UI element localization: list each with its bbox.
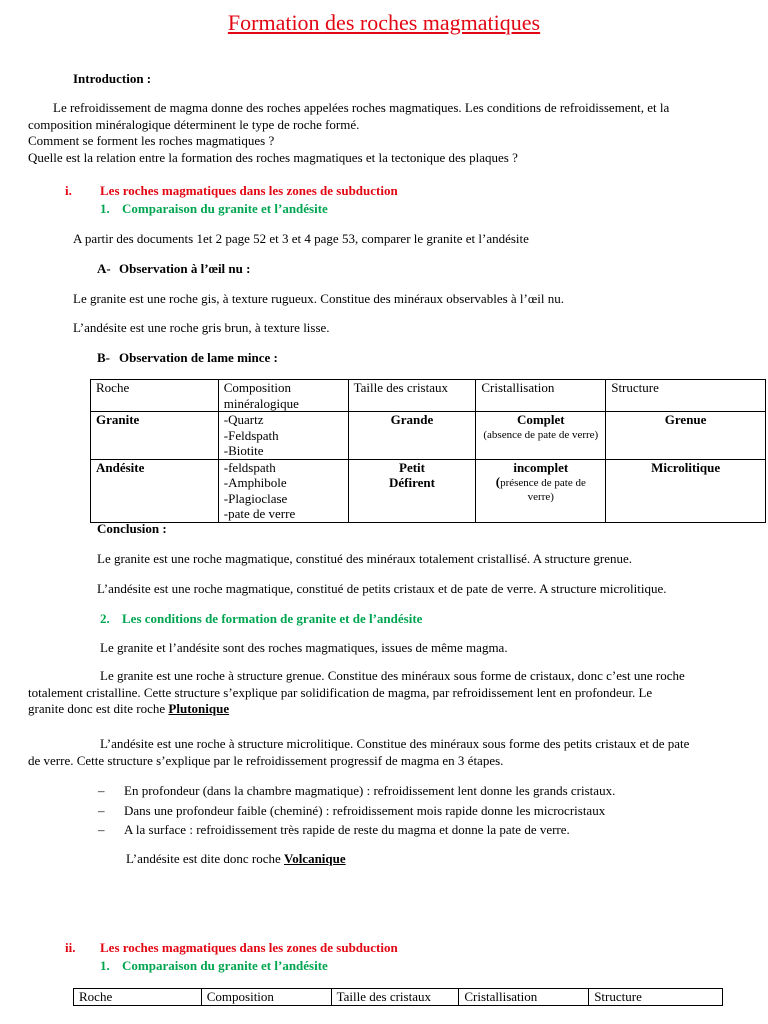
table-header: Roche	[74, 989, 202, 1006]
size-value: Petit	[399, 459, 425, 475]
table-cell-crystallization	[476, 412, 606, 460]
paragraph-line: Le granite est une roche à structure grenue. Constitue des minéraux sous forme de cristaux, donc c’est une roche	[100, 668, 685, 683]
table-cell-size: Grande	[348, 412, 476, 460]
intro-paragraph	[28, 100, 669, 166]
bullet-list	[98, 781, 616, 840]
paragraph-andesite	[28, 736, 689, 769]
comparison-table-2	[73, 988, 723, 1006]
subsection-heading: Comparaison du granite et l’andésite	[122, 201, 328, 216]
part-label: B-	[97, 350, 110, 365]
subsection-heading: Comparaison du granite et l’andésite	[122, 958, 328, 973]
intro-question: Quelle est la relation entre la formation des roches magmatiques et la tectonique des plaques ?	[28, 149, 518, 165]
mineral: -Feldspath	[223, 427, 279, 443]
dash-bullet: –	[98, 783, 105, 798]
table-cell-rock: Andésite	[91, 459, 219, 522]
table-header-row	[91, 380, 766, 412]
section-heading: Les roches magmatiques dans les zones de subduction	[100, 940, 398, 955]
intro-question: Comment se forment les roches magmatiques ?	[28, 133, 275, 148]
section-number: ii.	[65, 940, 76, 955]
paragraph-line: L’andésite est une roche à structure microlitique. Constitue des minéraux sous forme des petits cristaux et de pate	[100, 736, 690, 751]
paragraph-line: totalement cristalline. Cette structure s’explique par solidification de magma, par refroidissement lent en profondeur. Le	[28, 684, 653, 700]
dash-bullet: –	[98, 802, 105, 818]
instruction-text: A partir des documents 1et 2 page 52 et 3 et 4 page 53, comparer le granite et l’andésite	[73, 231, 529, 246]
list-item-text: A la surface : refroidissement très rapide de reste du magma et donne la pate de verre.	[124, 822, 570, 837]
table-cell-structure: Grenue	[606, 412, 766, 460]
list-item	[98, 820, 615, 840]
conclusion-text: L’andésite est une roche magmatique, constitué de petits cristaux et de pate de verre. A structure microlitique.	[97, 581, 667, 596]
table-header: Cristallisation	[476, 380, 606, 412]
text: granite donc est dite roche	[28, 701, 169, 716]
intro-line: Le refroidissement de magma donne des roches appelées roches magmatiques. Les conditions de refroidissement, et la	[53, 100, 670, 115]
section-heading: Les roches magmatiques dans les zones de subduction	[100, 183, 398, 198]
table-cell-size	[348, 459, 476, 522]
mineral: -Quartz	[223, 412, 264, 427]
crystallization-value: incomplet	[513, 459, 569, 475]
intro-line: composition minéralogique déterminent le type de roche formé.	[28, 116, 360, 132]
table-row-andesite	[91, 459, 766, 522]
table-cell-structure: Microlitique	[606, 459, 766, 522]
term-plutonique: Plutonique	[168, 701, 230, 716]
dash-bullet: –	[98, 822, 105, 837]
mineral: -Amphibole	[223, 475, 287, 490]
table-cell-crystallization	[476, 459, 606, 522]
part-heading: Observation de lame mince :	[119, 350, 278, 365]
observation-text: Le granite est une roche gis, à texture rugueux. Constitue des minéraux observables à l’œil nu.	[73, 291, 564, 306]
table-header: Structure	[606, 380, 766, 412]
subsection-number: 1.	[100, 958, 110, 973]
list-item	[98, 781, 616, 801]
list-item	[98, 801, 615, 821]
observation-text: L’andésite est une roche gris brun, à texture lisse.	[73, 320, 330, 335]
crystallization-value: Complet	[516, 412, 565, 427]
table-row-granite	[91, 412, 766, 460]
paragraph-line	[28, 701, 685, 718]
section-number: i.	[65, 183, 72, 198]
term-volcanique: Volcanique	[284, 851, 346, 866]
conclusion-volcanique	[126, 851, 346, 867]
paragraph-granite	[28, 668, 685, 718]
subsection-number: 1.	[100, 201, 110, 216]
crystallization-note: (absence de pate de verre)	[483, 428, 599, 441]
table-header: Taille des cristaux	[331, 989, 459, 1006]
table-header: Structure	[589, 989, 723, 1006]
table-cell-composition	[218, 412, 348, 460]
table-header: Cristallisation	[459, 989, 589, 1006]
size-value: Défirent	[389, 475, 435, 490]
mineral: -Biotite	[223, 443, 264, 458]
table-header-row	[74, 989, 723, 1006]
table-cell-rock: Granite	[91, 412, 219, 460]
intro-heading: Introduction :	[73, 71, 152, 86]
page-title: Formation des roches magmatiques	[227, 10, 541, 35]
crystallization-note	[481, 475, 600, 504]
mineral: -Plagioclase	[223, 490, 288, 506]
mineral: -feldspath	[223, 459, 276, 475]
table-header: Taille des cristaux	[348, 380, 476, 412]
paragraph-line: de verre. Cette structure s’explique par le refroidissement progressif de magma en 3 étapes.	[28, 752, 504, 768]
paragraph: Le granite et l’andésite sont des roches magmatiques, issues de même magma.	[100, 640, 508, 655]
list-item-text: Dans une profondeur faible (cheminé) : refroidissement mois rapide donne les microcristaux	[124, 802, 606, 818]
note-text: présence de pate de verre)	[500, 477, 586, 503]
table-header: Composition minéralogique	[218, 380, 348, 412]
paren: (	[495, 474, 501, 489]
comparison-table	[90, 379, 766, 523]
table-header: Composition	[201, 989, 331, 1006]
part-heading: Observation à l’œil nu :	[119, 261, 251, 276]
subsection-number: 2.	[100, 611, 110, 626]
text: L’andésite est dite donc roche	[126, 851, 284, 866]
conclusion-text: Le granite est une roche magmatique, constitué des minéraux totalement cristallisé. A structure grenue.	[97, 551, 632, 566]
part-label: A-	[97, 261, 111, 276]
list-item-text: En profondeur (dans la chambre magmatique) : refroidissement lent donne les grands cristaux.	[124, 783, 616, 798]
table-cell-composition	[218, 459, 348, 522]
conclusion-heading: Conclusion :	[97, 521, 167, 536]
table-header: Roche	[91, 380, 219, 412]
mineral: -pate de verre	[223, 506, 296, 521]
subsection-heading: Les conditions de formation de granite et de l’andésite	[122, 611, 423, 626]
